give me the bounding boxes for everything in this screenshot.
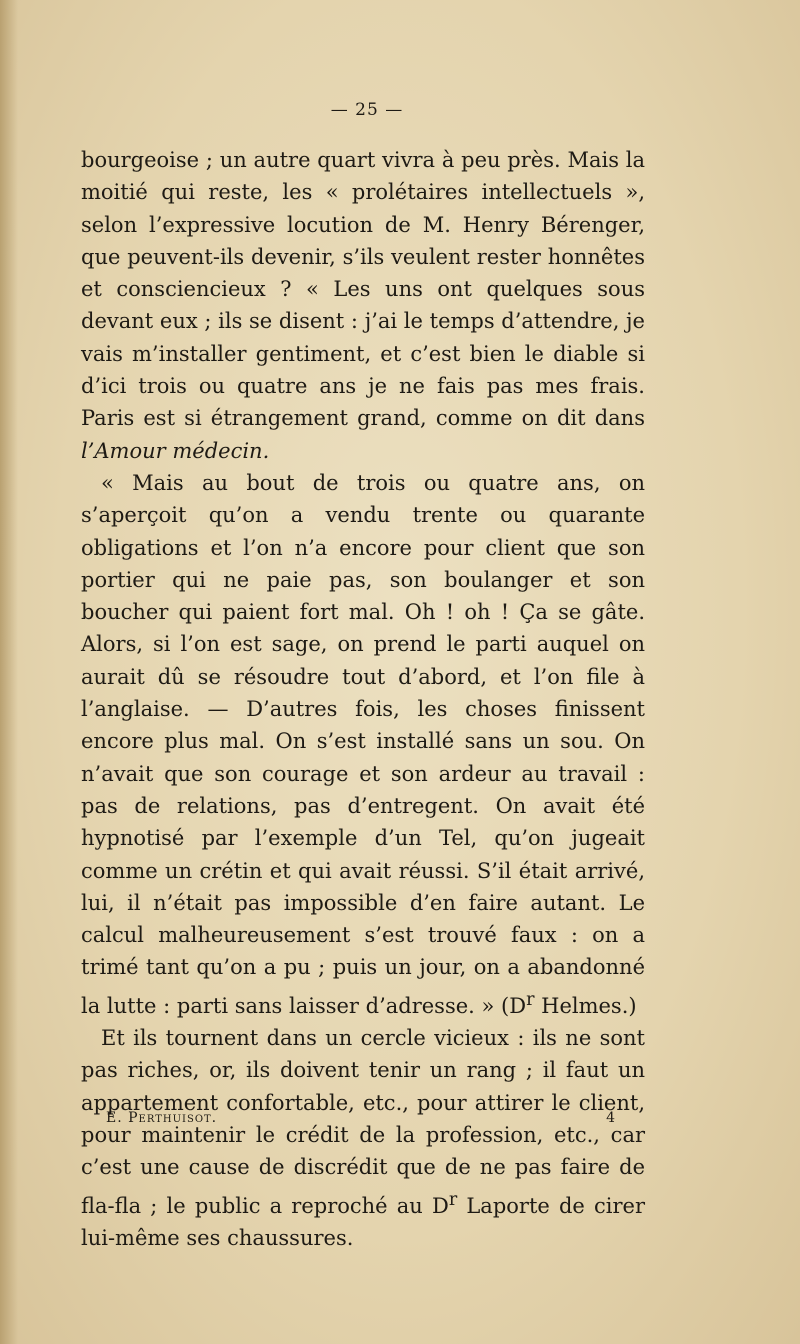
paragraph-3-text: Et ils tournent dans un cercle vicieux : ils ne sont pas riches, or, ils doivent tenir un rang ; il faut un appartement confortable, etc., pour attirer le client, pour maintenir le crédit de la profession, etc., car c’est une cause de discrédit que de ne pas faire de fla-fla ; le public a reproché au D [81,1026,645,1218]
paragraph-3-end: Laporte de cirer lui-même ses chaussures. [81,1193,645,1250]
signature-mark: 4 [606,1110,616,1126]
paragraph-1 [81,144,645,467]
paragraph-2-text: « Mais au bout de trois ou quatre ans, on s’aperçoit qu’on a vendu trente ou quarante obligations et l’on n’a encore pour client que son portier qui ne paie pas, son boulanger et son boucher qui paient fort mal. Oh ! oh ! Ça se gâte. Alors, si l’on est sage, on prend le parti auquel on aurait dû se résoudre tout d’abord, et l’on file à l’anglaise. — D’autres fois, les choses finissent encore plus mal. On s’est installé sans un sou. On n’avait que son courage et son ardeur au travail : pas de relations, pas d’entregent. On avait été hypnotisé par l’exemple d’un Tel, qu’on jugeait comme un crétin et qui avait réussi. S’il était arrivé, lui, il n’était pas impossible d’en faire autant. Le calcul malheureusement s’est trouvé faux : on a trimé tant qu’on a pu ; puis un jour, on a abandonné la lutte : parti sans laisser d’adresse. » (D [81,470,645,1018]
superscript-r: r [526,989,535,1010]
paragraph-1-text: bourgeoise ; un autre quart vivra à peu près. Mais la moitié qui reste, les « prolétaires intellectuels », selon l’expressive locution de M. Henry Bérenger, que peuvent-ils devenir, s’ils veulent rester honnêtes et consciencieux ? « Les uns ont quelques sous devant eux ; ils se disent : j’ai le temps d’attendre, je vais m’installer gentiment, et c’est bien le diable si d’ici trois ou quatre ans je ne fais pas mes frais. Paris est si étrangement grand, comme on dit dans [81,148,645,431]
italic-title: l’Amour médecin. [81,438,270,463]
paragraph-2 [81,467,645,1022]
page-footer [106,1110,616,1126]
book-page [81,100,645,1254]
page-number: — 25 — [330,100,404,120]
paragraph-3 [81,1022,645,1254]
superscript-r: r [448,1189,458,1210]
footer-author: E. Perthuisot. [106,1110,218,1126]
page-edge-shadow [0,0,18,1344]
paragraph-2-end: Helmes.) [534,993,637,1018]
